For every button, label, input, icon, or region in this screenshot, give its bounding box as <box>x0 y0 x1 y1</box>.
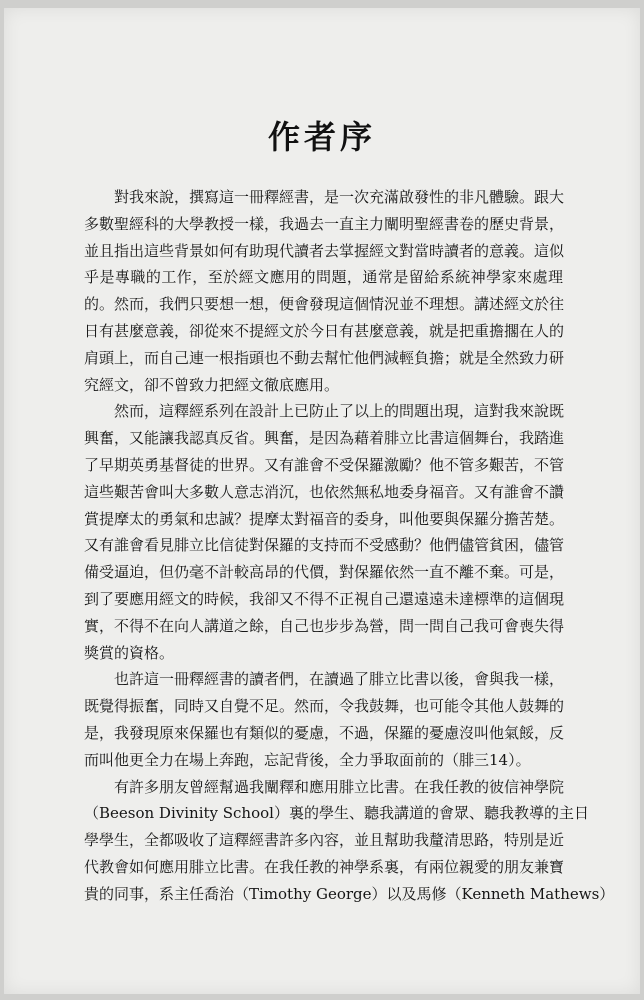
text-line: 究經文，卻不曾致力把經文徹底應用。 <box>84 375 340 394</box>
page-title: 作者序 <box>267 118 376 156</box>
preface-body <box>84 184 615 908</box>
text-line: 這些艱苦會叫大多數人意志消沉，也依然無私地委身福音。又有誰會不讚 <box>84 482 565 501</box>
text-line: （Beeson Divinity School）裏的學生、聽我講道的會眾、聽我教導的主日 <box>84 804 589 823</box>
text-line: 貴的同事，系主任喬治（Timothy George）以及馬修（Kenneth Mathews） <box>84 884 615 903</box>
text-line: 然而，這釋經系列在設計上已防止了以上的問題出現，這對我來說既 <box>114 402 565 421</box>
text-line: 肩頭上，而自己連一根指頭也不動去幫忙他們減輕負擔；就是全然致力研 <box>84 348 565 367</box>
text-line: 實，不得不在向人講道之餘，自己也步步為營，問一問自己我可會喪失得 <box>84 616 565 635</box>
text-line: 並且指出這些背景如何有助現代讀者去掌握經文對當時讀者的意義。這似 <box>84 241 565 260</box>
text-line: 獎賞的資格。 <box>84 643 175 662</box>
text-line: 代教會如何應用腓立比書。在我任教的神學系裏，有兩位親愛的朋友兼寶 <box>84 857 565 876</box>
paragraph <box>84 184 563 398</box>
text-line: 賞提摩太的勇氣和忠誠？提摩太對福音的委身，叫他要與保羅分擔苦楚。 <box>84 509 565 528</box>
text-line: 備受逼迫，但仍毫不計較高昂的代價，對保羅依然一直不離不棄。可是， <box>84 563 565 582</box>
paragraph <box>84 398 563 666</box>
text-line: 到了要應用經文的時候，我卻又不得不正視自己還遠遠未達標準的這個現 <box>84 589 565 608</box>
paragraph <box>84 666 563 773</box>
text-line: 了早期英勇基督徒的世界。又有誰會不受保羅激勵？他不管多艱苦，不管 <box>84 455 565 474</box>
text-line: 的。然而，我們只要想一想，便會發現這個情況並不理想。講述經文於往 <box>84 295 565 314</box>
text-line: 有許多朋友曾經幫過我闡釋和應用腓立比書。在我任教的彼信神學院 <box>114 777 565 796</box>
text-line: 多數聖經科的大學教授一樣，我過去一直主力闡明聖經書卷的歷史背景， <box>84 214 565 233</box>
text-line: 也許這一冊釋經書的讀者們，在讀過了腓立比書以後，會與我一樣， <box>114 670 565 689</box>
paragraph <box>84 774 615 908</box>
text-line: 學學生，全都吸收了這釋經書許多內容，並且幫助我釐清思路，特別是近 <box>84 831 565 850</box>
text-line: 對我來說，撰寫這一冊釋經書，是一次充滿啟發性的非凡體驗。跟大 <box>114 188 565 206</box>
text-line: 又有誰會看見腓立比信徒對保羅的支持而不受感動？他們儘管貧困，儘管 <box>84 536 565 555</box>
text-line: 而叫他更全力在場上奔跑，忘記背後，全力爭取面前的（腓三14）。 <box>84 750 531 769</box>
text-line: 日有甚麼意義，卻從來不提經文於今日有甚麼意義，就是把重擔擱在人的 <box>84 321 565 340</box>
text-line: 既覺得振奮，同時又自覺不足。然而，令我鼓舞，也可能令其他人鼓舞的 <box>84 697 565 716</box>
text-line: 是，我發現原來保羅也有類似的憂慮，不過，保羅的憂慮沒叫他氣餒，反 <box>84 723 565 742</box>
text-line: 乎是專職的工作，至於經文應用的問題，通常是留給系統神學家來處理 <box>84 268 563 287</box>
text-line: 興奮，又能讓我認真反省。興奮，是因為藉着腓立比書這個舞台，我踏進 <box>84 429 565 448</box>
